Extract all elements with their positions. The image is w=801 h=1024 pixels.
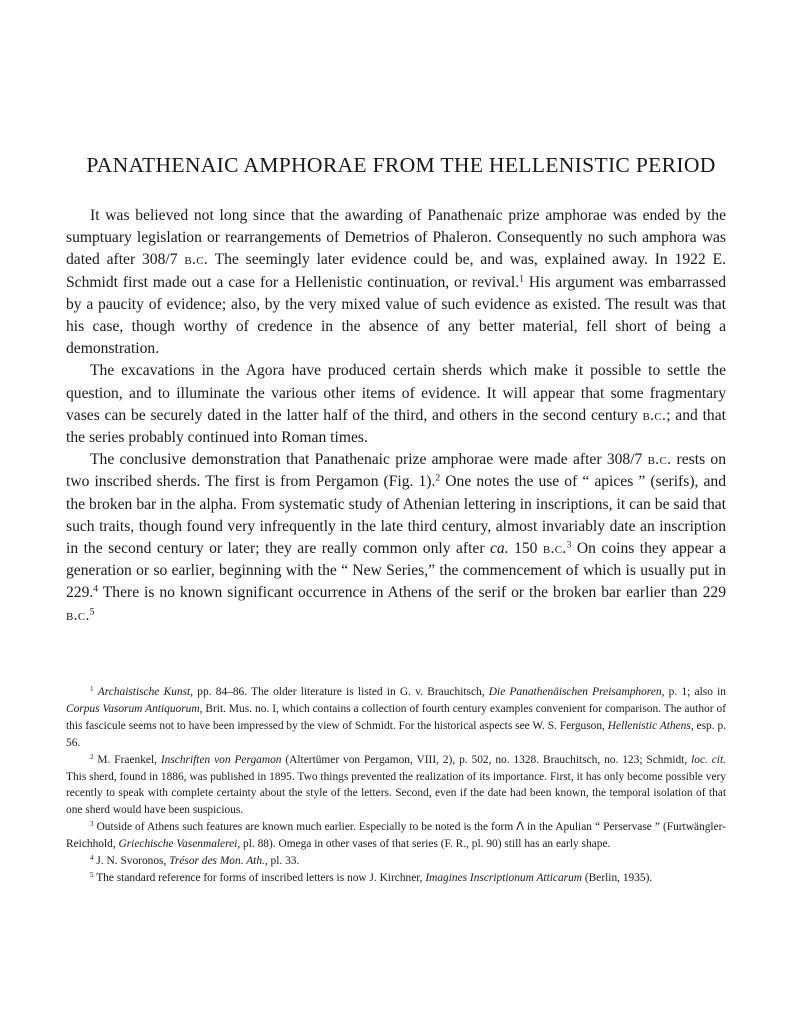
text-run: , pl. 33. — [264, 855, 300, 868]
text-run: It was believed not long since that the awarding of Panathenaic prize amphorae was ended by the sumptuary legislation or rearrangements of Demetrios of Phaleron. Consequently no such amphora was dated after 308/7 — [66, 207, 726, 269]
footnote-ref-1[interactable]: 1 — [519, 273, 524, 285]
text-run: His argument was embarrassed by a paucity of evidence; also, by the very mixed value of such evidence as existed. The result was that his case, though worthy of credence in the absence of any better material, fell short of being a demonstration. — [66, 273, 726, 358]
footnote-number: 4 — [90, 854, 94, 863]
cited-title: Corpus Vasorum Antiquorum — [66, 702, 200, 715]
footnotes — [66, 684, 726, 887]
text-run: The seemingly later evidence could be, and was, explained away. In 1922 E. Schmidt first made out a case for a Hellenistic continuation, or revival. — [66, 251, 726, 291]
cited-title: Trésor des Mon. Ath. — [169, 855, 265, 868]
text-run: J. N. Svoronos, — [96, 855, 170, 868]
paragraph-3 — [66, 449, 726, 627]
footnote-ref-3[interactable]: 3 — [566, 539, 572, 551]
cited-title: Die Panathenäischen Preisamphoren — [488, 686, 662, 698]
footnote-ref-2[interactable]: 2 — [435, 473, 441, 485]
footnote-number: 1 — [90, 685, 94, 694]
text-run: M. Fraenkel, — [97, 753, 161, 766]
footnote-4 — [66, 853, 726, 870]
footnote-ref-5[interactable]: 5 — [89, 606, 95, 618]
text-run: (Berlin, 1935). — [582, 871, 653, 884]
text-run: , Brit. Mus. no. I, which contains a collection of fourth century examples convenient for comparison. The author of this fascicule seems not to have been impressed by the view of Schmidt. For the historical aspects see W. S. Ferguson, — [66, 702, 726, 732]
text-run: One notes the use of “ apices ” (serifs), and the broken bar in the alpha. From systematic study of Athenian lettering in inscriptions, it can be said that such traits, though found very infrequently in the late third century, almost invariably date an inscription in the second century or later; they are really common only after — [66, 473, 726, 558]
text-run: in the Apulian “ Perservase ” (Furtwängler-Reichhold, — [66, 821, 726, 851]
article-title: PANATHENAIC AMPHORAE FROM THE HELLENISTIC PERIOD — [86, 153, 716, 177]
text-run: rests on two inscribed sherds. The first is from Pergamon (Fig. 1). — [66, 451, 726, 491]
era-abbreviation: b.c. — [542, 540, 567, 558]
text-run: Outside of Athens such features are known much earlier. Especially to be noted is the form — [96, 821, 517, 834]
cited-title: Imagines Inscriptionum Atticarum — [425, 871, 583, 884]
footnote-1 — [66, 684, 726, 752]
cited-title: Inschriften von Pergamon — [160, 753, 282, 766]
cited-title: loc. cit. — [691, 753, 726, 766]
text-run: The standard reference for forms of inscribed letters is now J. Kirchner, — [96, 871, 426, 884]
circa-abbreviation: ca. — [489, 540, 509, 558]
cited-title: Archaistische Kunst — [97, 686, 191, 698]
text-run: There is no known significant occurrence in Athens of the serif or the broken bar earlier than 229 — [98, 584, 726, 602]
broken-bar-alpha-glyph: ꓥ — [516, 821, 525, 834]
text-run: , pl. 88). Omega in other vases of that series (F. R., pl. 90) still has an early shape. — [237, 838, 611, 851]
era-abbreviation: b.c. — [184, 251, 209, 269]
footnote-number: 3 — [90, 820, 94, 829]
body-text — [66, 205, 726, 627]
footnote-number: 2 — [90, 752, 94, 761]
footnote-5 — [66, 870, 726, 887]
text-run: (Altertümer von Pergamon, VIII, 2), p. 502, no. 1328. Brauchitsch, no. 123; Schmidt, — [281, 753, 692, 766]
text-run: 150 — [508, 540, 543, 558]
text-run: On coins they appear a generation or so earlier, beginning with the “ New Series,” the commencement of which is usually put in 229. — [66, 540, 726, 602]
cited-title: Griechische Vasenmalerei — [118, 838, 238, 851]
cited-title: Hellenistic Athens — [607, 719, 691, 732]
text-run: , p. 1; also in — [661, 686, 727, 698]
footnote-ref-4[interactable]: 4 — [93, 584, 99, 596]
era-abbreviation: b.c. — [66, 606, 90, 624]
footnote-2 — [66, 752, 726, 820]
text-run: This sherd, found in 1886, was published in 1895. Two things prevented the realization of its importance. First, it has only become possible very recently to speak with complete certainty about the style of the letters. Second, even if the date had been known, the temporal isolation of that one sherd would have been suspicious. — [66, 770, 726, 817]
text-run: The excavations in the Agora have produced certain sherds which make it possible to settle the question, and to illuminate the various other items of evidence. It will appear that some fragmentary vases can be securely dated in the latter half of the third, and others in the second century — [66, 362, 726, 424]
era-abbreviation: b.c. — [647, 451, 672, 469]
text-run: ; and that the series probably continued into Roman times. — [66, 406, 726, 447]
era-abbreviation: b.c. — [642, 406, 667, 424]
paragraph-1 — [66, 205, 726, 360]
footnote-number: 5 — [90, 871, 94, 880]
footnote-3 — [66, 819, 726, 853]
text-run: , esp. p. 56. — [66, 719, 726, 749]
text-run: , pp. 84–86. The older literature is listed in G. v. Brauchitsch, — [190, 686, 489, 698]
text-run: The conclusive demonstration that Panathenaic prize amphorae were made after 308/7 — [90, 451, 648, 469]
paragraph-2 — [66, 360, 726, 449]
